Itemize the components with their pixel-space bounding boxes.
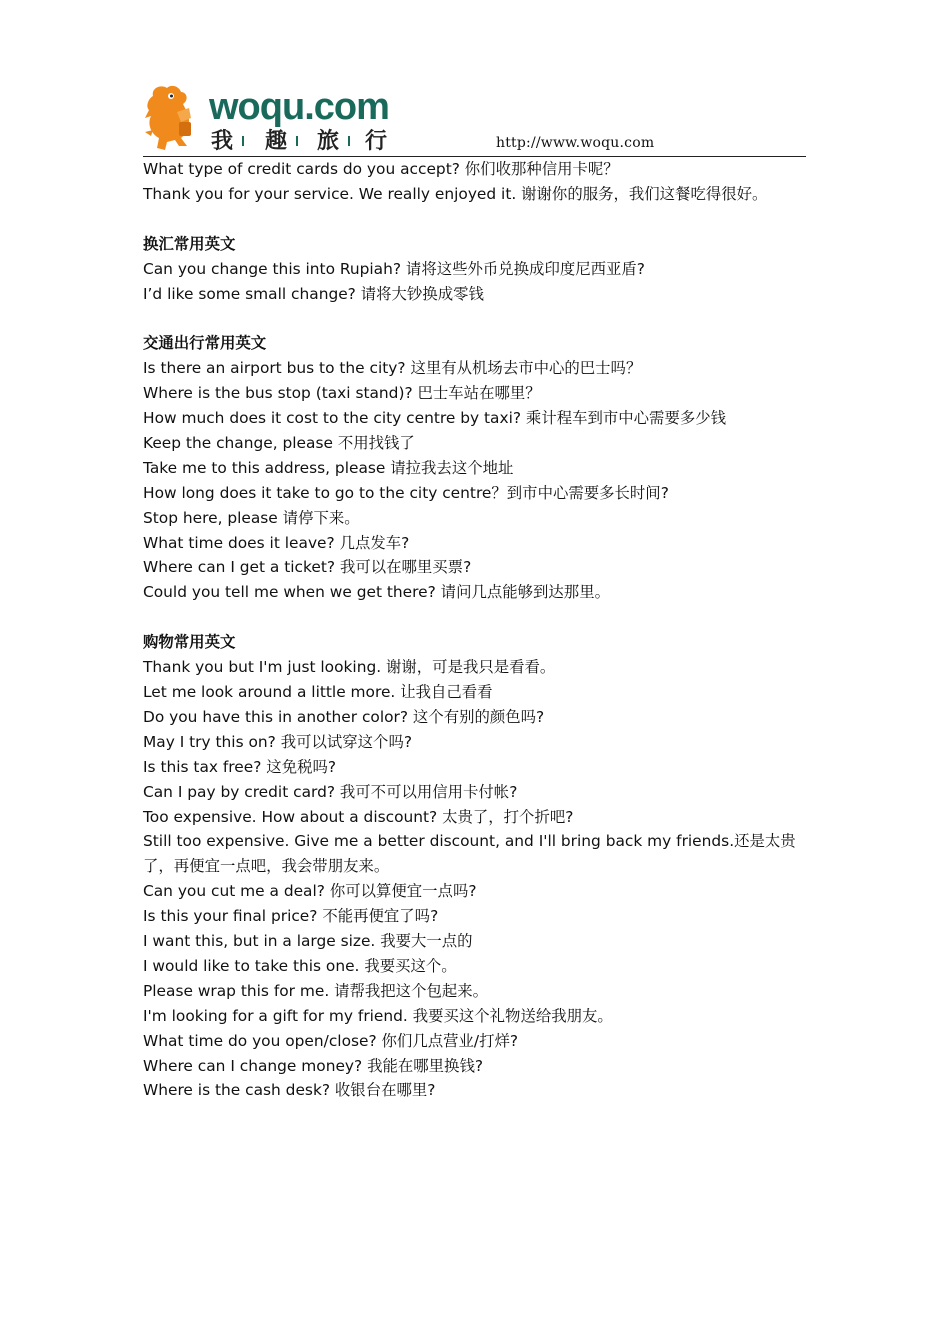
phrase-line: Is this your final price? 不能再便宜了吗? [143, 907, 439, 926]
section-transport [143, 331, 809, 605]
phrase-line: Let me look around a little more. 让我自己看看 [143, 682, 493, 701]
section-heading: 交通出行常用英文 [143, 334, 267, 353]
section-heading: 换汇常用英文 [143, 234, 236, 253]
phrase-line: Take me to this address, please 请拉我去这个地址 [143, 458, 514, 477]
phrase-line: Please wrap this for me. 请帮我把这个包起来。 [143, 981, 489, 1000]
phrase-line: Thank you but I'm just looking. 谢谢，可是我只是看看。 [143, 658, 556, 677]
brand-char-2: 趣 [265, 129, 288, 154]
phrase-line: Still too expensive. Give me a better discount, and I'll bring back my friends.还是太贵了，再便宜一点吧，我会带朋友来。 [143, 832, 796, 876]
brand-char-3: 旅 [317, 129, 340, 154]
brand-separator [242, 136, 244, 146]
phrase-line: Too expensive. How about a discount? 太贵了，打个折吧? [143, 807, 574, 826]
phrase-line: What time do you open/close? 你们几点营业/打烊? [143, 1031, 519, 1050]
woqu-logo-graphic [143, 82, 393, 154]
phrase-line: What type of credit cards do you accept? 你们收那种信用卡呢？ [143, 160, 619, 178]
phrase-document [143, 157, 809, 1103]
phrase-line: Where is the cash desk? 收银台在哪里? [143, 1081, 436, 1100]
woqu-logo [143, 82, 393, 154]
phrase-line: Where can I get a ticket? 我可以在哪里买票? [143, 558, 472, 577]
phrase-line: What time does it leave? 几点发车? [143, 533, 410, 552]
phrase-line: Can you cut me a deal? 你可以算便宜一点吗? [143, 882, 477, 901]
brand-separator [348, 136, 350, 146]
brand-char-4: 行 [365, 129, 388, 154]
phrase-line: I want this, but in a large size. 我要大一点的 [143, 932, 473, 951]
phrase-line: Do you have this in another color? 这个有别的颜色吗? [143, 707, 545, 726]
phrase-line: I'm looking for a gift for my friend. 我要买这个礼物送给我朋友。 [143, 1006, 613, 1025]
phrase-line: I’d like some small change? 请将大钞换成零钱 [143, 284, 484, 303]
brand-separator [296, 136, 298, 146]
phrase-line: How much does it cost to the city centre by taxi? 乘计程车到市中心需要多少钱 [143, 409, 727, 428]
phrase-line: Can you change this into Rupiah? 请将这些外币兑换成印度尼西亚盾? [143, 259, 645, 278]
phrase-line: Could you tell me when we get there? 请问几点能够到达那里。 [143, 583, 610, 602]
phrase-line: Where can I change money? 我能在哪里换钱? [143, 1056, 483, 1075]
section-heading: 购物常用英文 [143, 633, 236, 652]
phrase-line: Where is the bus stop (taxi stand)? 巴士车站在哪里？ [143, 384, 541, 403]
phrase-line: I would like to take this one. 我要买这个。 [143, 956, 457, 975]
phrase-line: Stop here, please 请停下来。 [143, 508, 360, 527]
phrase-line: Is there an airport bus to the city? 这里有从机场去市中心的巴士吗？ [143, 359, 642, 378]
phrase-line: Thank you for your service. We really enjoyed it. 谢谢你的服务，我们这餐吃得很好。 [143, 184, 768, 203]
header-url: http://www.woqu.com [496, 135, 655, 151]
page-header [143, 78, 806, 157]
phrase-line: Keep the change, please 不用找钱了 [143, 433, 415, 452]
brand-wordmark: woqu.com [209, 86, 389, 128]
phrase-line: May I try this on? 我可以试穿这个吗? [143, 732, 413, 751]
phrase-line: Is this tax free? 这免税吗? [143, 757, 337, 776]
brand-char-1: 我 [211, 129, 234, 154]
mascot-dinosaur-icon [145, 86, 191, 150]
section-currency-exchange [143, 232, 809, 307]
phrase-line: How long does it take to go to the city centre？到市中心需要多长时间? [143, 483, 669, 502]
phrase-line: Can I pay by credit card? 我可不可以用信用卡付帐? [143, 782, 518, 801]
section-shopping [143, 630, 809, 1103]
